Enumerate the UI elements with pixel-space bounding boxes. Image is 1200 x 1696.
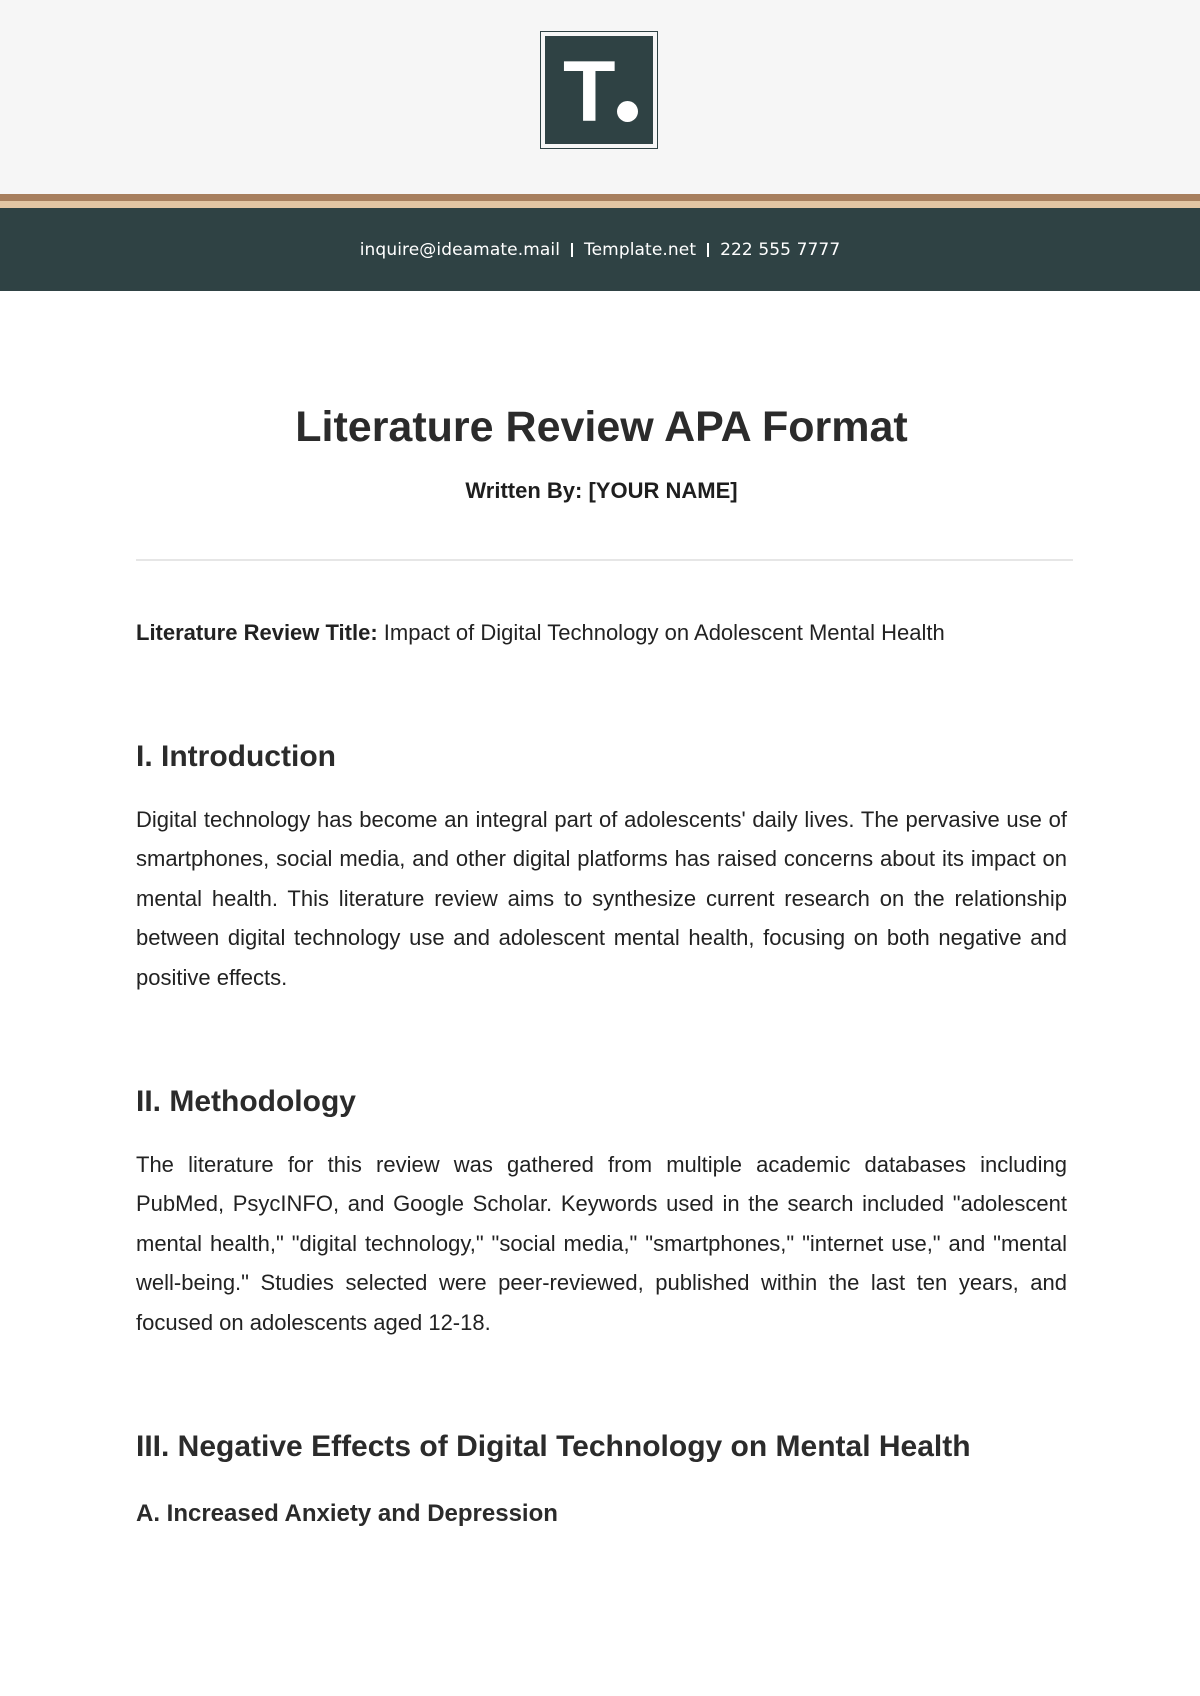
- contact-separator: [571, 243, 573, 257]
- header-band: [0, 0, 1200, 194]
- title-divider: [136, 559, 1073, 561]
- contact-separator: [707, 243, 709, 257]
- review-title-line: [136, 618, 945, 648]
- accent-stripe-brown: [0, 194, 1200, 201]
- contact-bar: [0, 208, 1200, 291]
- anxiety-depression-subheading: A. Increased Anxiety and Depression: [136, 1500, 558, 1527]
- review-title-value: Impact of Digital Technology on Adolescent Mental Health: [383, 620, 945, 645]
- author-line: Written By: [YOUR NAME]: [465, 478, 738, 503]
- logo-mark: [545, 36, 653, 144]
- logo: [540, 31, 658, 149]
- contact-email: inquire@ideamate.mail: [359, 239, 561, 260]
- accent-stripe-tan: [0, 201, 1200, 208]
- contact-phone: 222 555 7777: [720, 239, 841, 260]
- methodology-paragraph: The literature for this review was gathered from multiple academic databases including PubMed, PsycINFO, and Google Scholar. Keywords used in the search included "adolescent mental health," "digital technology," "social media," "smartphones," "internet use," and "mental well-being." Studies selected were peer-reviewed, published within the last ten years, and focused on adolescents aged 12-18.: [136, 1152, 1067, 1335]
- introduction-heading: I. Introduction: [136, 740, 336, 773]
- contact-website: Template.net: [584, 239, 697, 260]
- introduction-paragraph: Digital technology has become an integral part of adolescents' daily lives. The pervasive use of smartphones, social media, and other digital platforms has raised concerns about its impact on mental health. This literature review aims to synthesize current research on the relationship between digital technology use and adolescent mental health, focusing on both negative and positive effects.: [136, 807, 1067, 990]
- negative-effects-heading: III. Negative Effects of Digital Technology on Mental Health: [136, 1430, 971, 1463]
- logo-dot: [617, 101, 638, 122]
- logo-letter: T: [563, 44, 616, 140]
- review-title-label: Literature Review Title:: [136, 620, 378, 645]
- methodology-heading: II. Methodology: [136, 1085, 356, 1118]
- document-title: Literature Review APA Format: [295, 403, 908, 451]
